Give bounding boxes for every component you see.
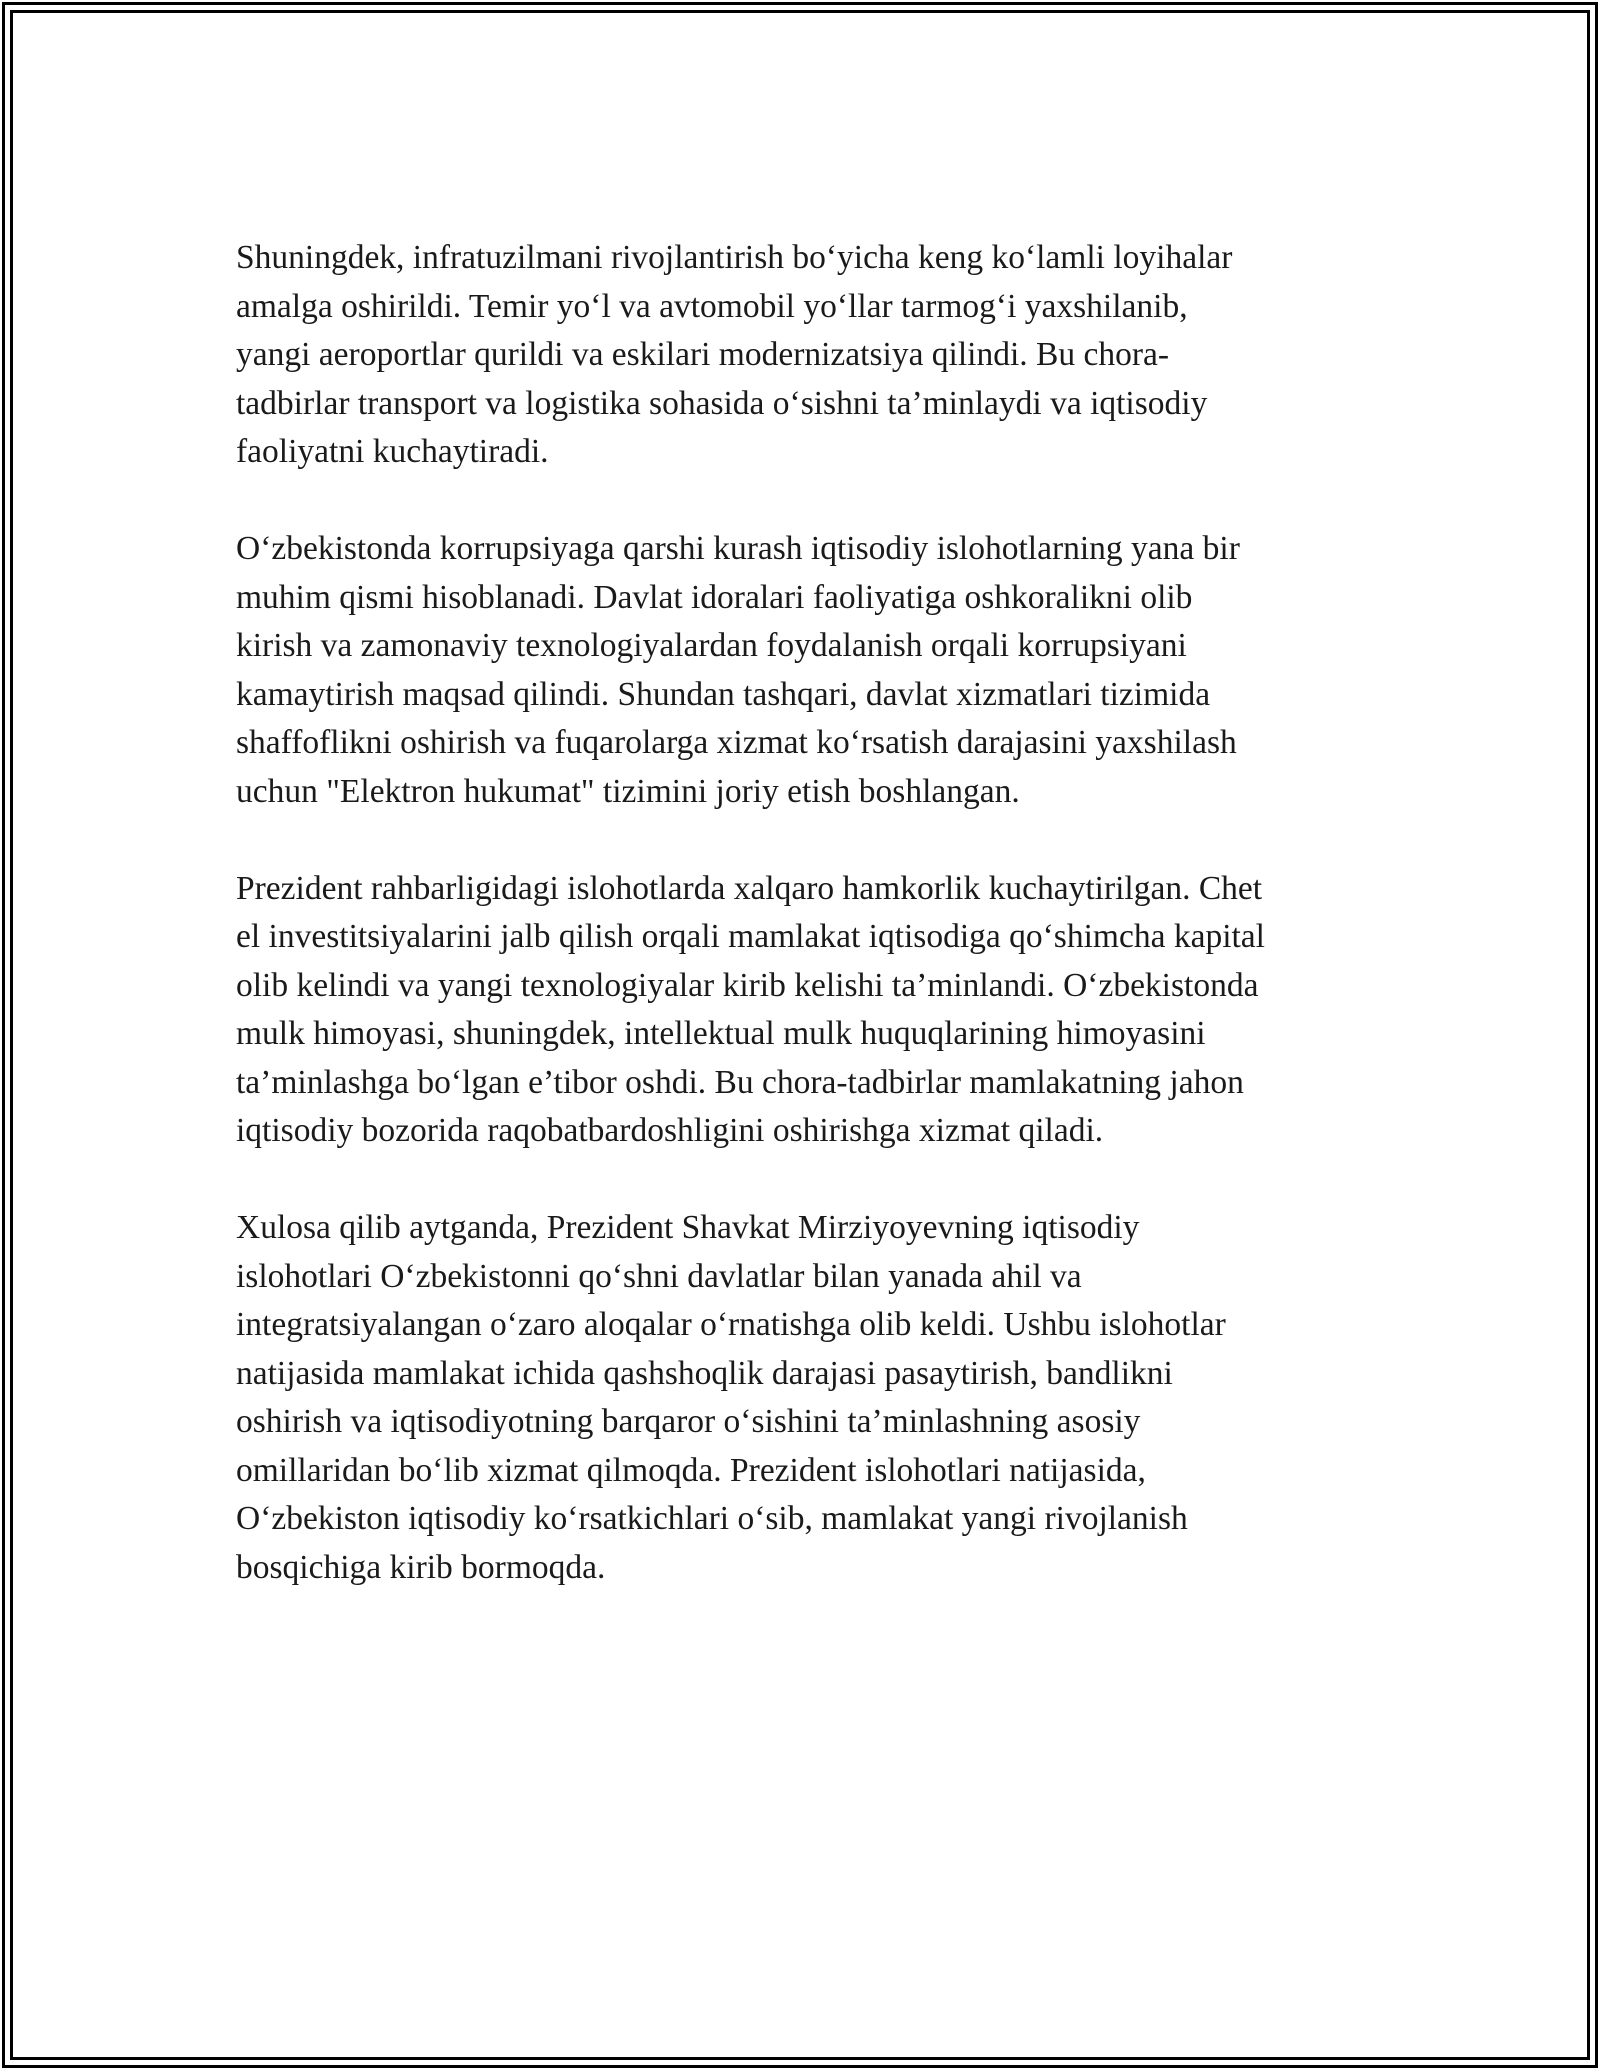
paragraph-anti-corruption: O‘zbekistonda korrupsiyaga qarshi kurash iqtisodiy islohotlarning yana bir muhim qismi hisoblanadi. Davlat idoralari faoliyatiga oshkoralikni olib kirish va zamonaviy texnologiyalardan foydalanish orqali korrupsiyani kamaytirish maqsad qilindi. Shundan tashqari, davlat xizmatlari tizimida shaffoflikni oshirish va fuqarolarga xizmat ko‘rsatish darajasini yaxshilash uchun "Elektron hukumat" tizimini joriy etish boshlangan.: [236, 530, 1240, 810]
paragraph-conclusion: Xulosa qilib aytganda, Prezident Shavkat Mirziyoyevning iqtisodiy islohotlari O‘zbekistonni qo‘shni davlatlar bilan yanada ahil va integratsiyalangan o‘zaro aloqalar o‘rnatishga olib keldi. Ushbu islohotlar natijasida mamlakat ichida qashshoqlik darajasi pasaytirish, bandlikni oshirish va iqtisodiyotning barqaror o‘sishini ta’minlashning asosiy omillaridan bo‘lib xizmat qilmoqda. Prezident islohotlari natijasida, O‘zbekiston iqtisodiy ko‘rsatkichlari o‘sib, mamlakat yangi rivojlanish bosqichiga kirib bormoqda.: [236, 1209, 1226, 1586]
paragraph-infrastructure: Shuningdek, infratuzilmani rivojlantirish bo‘yicha keng ko‘lamli loyihalar amalga oshirildi. Temir yo‘l va avtomobil yo‘llar tarmog‘i yaxshilanib, yangi aeroportlar qurildi va eskilari modernizatsiya qilindi. Bu chora- tadbirlar transport va logistika sohasida o‘sishni ta’minlaydi va iqtisodiy faoliyatni kuchaytiradi.: [236, 239, 1233, 470]
paragraph-international-cooperation: Prezident rahbarligidagi islohotlarda xalqaro hamkorlik kuchaytirilgan. Chet el investitsiyalarini jalb qilish orqali mamlakat iqtisodiga qo‘shimcha kapital olib kelindi va yangi texnologiyalar kirib kelishi ta’minlandi. O‘zbekistonda mulk himoyasi, shuningdek, intellektual mulk huquqlarining himoyasini ta’minlashga bo‘lgan e’tibor oshdi. Bu chora-tadbirlar mamlakatning jahon iqtisodiy bozorida raqobatbardoshligini oshirishga xizmat qiladi.: [236, 869, 1265, 1149]
document-body: [236, 234, 1396, 1641]
